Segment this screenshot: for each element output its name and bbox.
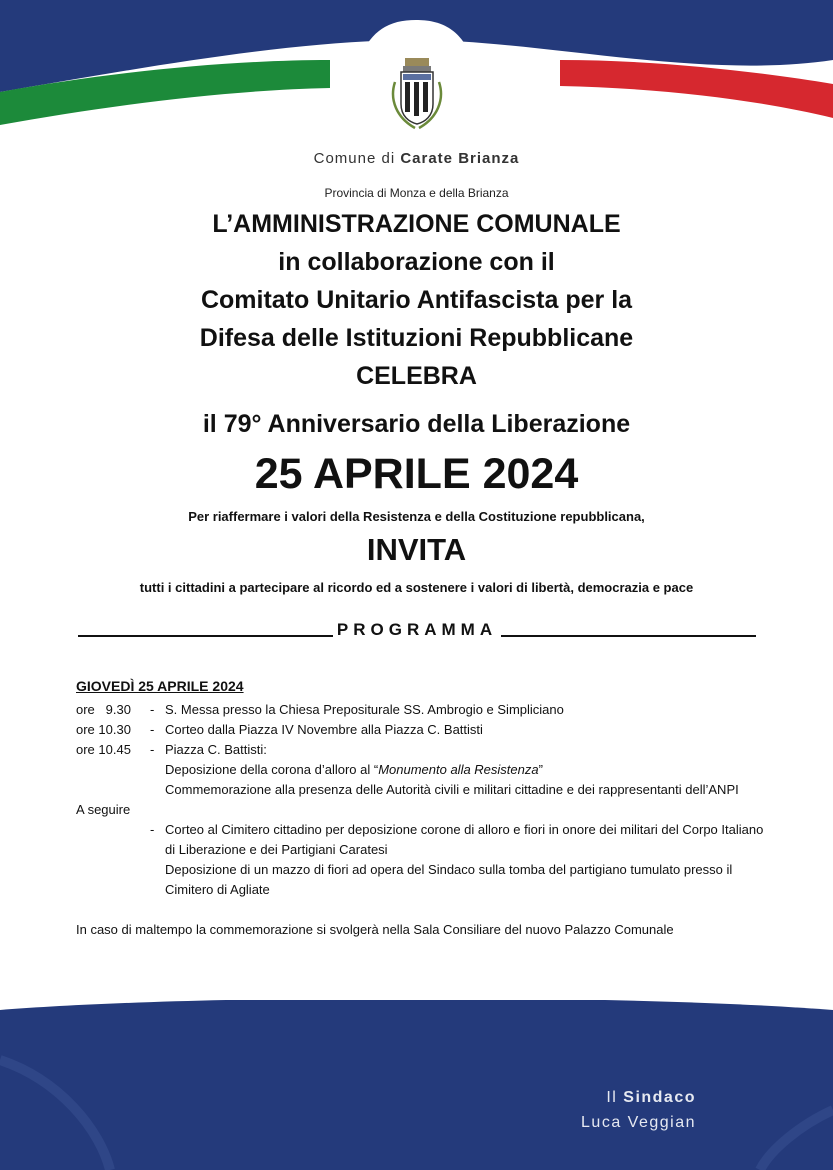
anniversary-title: il 79° Anniversario della Liberazione <box>202 410 631 438</box>
battisti-deposizione: Deposizione della corona d’alloro al “Monumento alla Resistenza” <box>165 762 543 777</box>
signature-role: Il Sindaco <box>606 1089 696 1106</box>
battisti-commemorazione: Commemorazione alla presenza delle Autorità civili e militari cittadine e dei rappresentanti dell’ANPI <box>165 782 739 797</box>
purpose-text: Per riaffermare i valori della Resistenza e della Costituzione repubblicana, <box>188 509 645 524</box>
invita-heading: INVITA <box>366 532 467 567</box>
program-item <box>76 740 766 760</box>
monumento-name: Monumento alla Resistenza <box>378 762 539 777</box>
signature-name: Luca Veggian <box>581 1114 696 1131</box>
program-dash: - <box>150 822 155 837</box>
navy-bottom-band <box>0 1000 833 1170</box>
headline-line-3: Comitato Unitario Antifascista per la <box>200 286 633 314</box>
headline-line-4: Difesa delle Istituzioni Repubblicane <box>199 324 634 352</box>
headline-line-2: in collaborazione con il <box>278 248 555 276</box>
program-item <box>76 720 766 740</box>
deposizione-fiori: Deposizione di un mazzo di fiori ad opera del Sindaco sulla tomba del partigiano tumulato presso il Cimitero di Agliate <box>165 862 733 897</box>
coat-of-arms-icon <box>375 52 459 132</box>
programma-rule-right <box>501 635 756 637</box>
provincia: Provincia di Monza e della Brianza <box>324 186 509 200</box>
programma-title: PROGRAMMA <box>336 620 498 639</box>
program-day: GIOVEDÌ 25 APRILE 2024 <box>76 678 244 694</box>
program-dash: - <box>150 742 155 757</box>
event-date: 25 APRILE 2024 <box>254 450 579 498</box>
program-time: ore 9.30 <box>76 702 131 717</box>
program-text: S. Messa presso la Chiesa Prepositurale SS. Ambrogio e Simpliciano <box>165 702 564 717</box>
a-seguire-label: A seguire <box>76 802 131 817</box>
maltempo-note: In caso di maltempo la commemorazione si svolgerà nella Sala Consiliare del nuovo Palazzo Comunale <box>76 922 674 937</box>
programma-rule-left <box>78 635 333 637</box>
headline-line-5: CELEBRA <box>356 362 477 390</box>
program-text: Corteo dalla Piazza IV Novembre alla Piazza C. Battisti <box>165 722 483 737</box>
program-time: ore 10.45 <box>76 742 131 757</box>
program-item <box>76 820 766 860</box>
program-item <box>76 700 766 720</box>
program-dash: - <box>150 722 155 737</box>
corteo-cimitero: Corteo al Cimitero cittadino per deposizione corone di allorо e fiori in onore dei militari del Corpo Italiano di Liberazione e dei Partigiani Caratesi <box>165 822 764 857</box>
signature <box>581 1085 696 1135</box>
program-dash: - <box>150 702 155 717</box>
program-time: ore 10.30 <box>76 722 131 737</box>
program-section <box>76 676 766 940</box>
comune-name: Comune di Carate Brianza <box>313 150 520 167</box>
headline <box>0 205 833 395</box>
headline-line-1: L’AMMINISTRAZIONE COMUNALE <box>212 210 621 238</box>
program-text: Piazza C. Battisti: <box>165 742 267 757</box>
invitation-text: tutti i cittadini a partecipare al ricordo ed a sostenere i valori di libertà, democrazia e pace <box>139 580 694 595</box>
programma-header <box>78 620 756 640</box>
